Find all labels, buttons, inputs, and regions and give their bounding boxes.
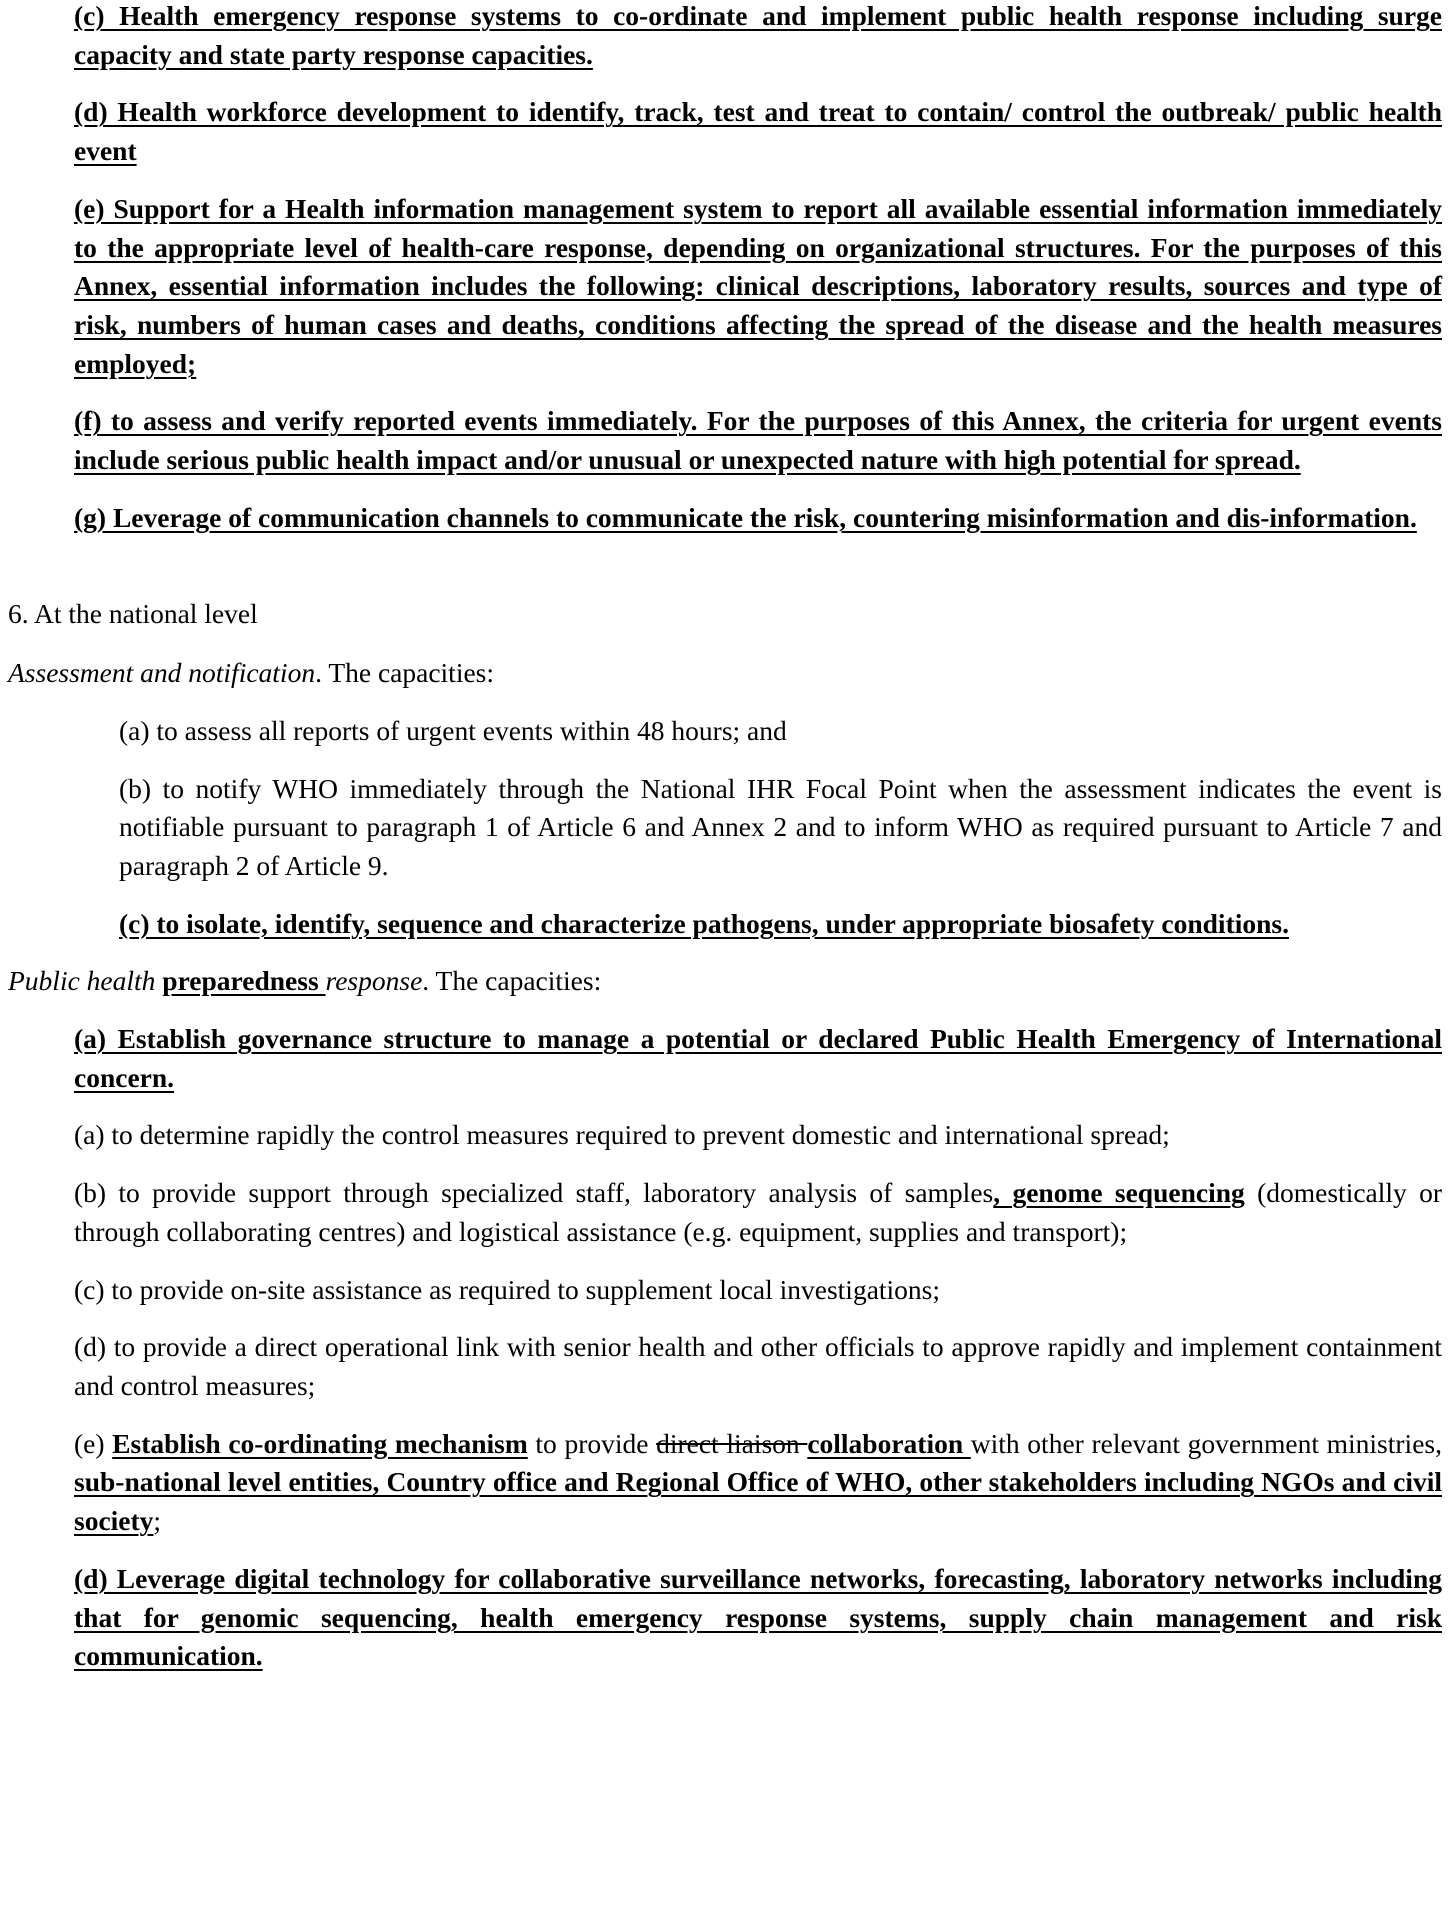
response-item-a-control-measures [0, 1116, 1442, 1155]
text: (e) [74, 1427, 113, 1459]
italic-text: response [325, 965, 423, 997]
response-item-e-coordinating [0, 1425, 1442, 1541]
italic-text: Assessment and notification [8, 657, 316, 689]
item-f-assess-verify [0, 402, 1442, 479]
response-item-b-support [0, 1174, 1442, 1251]
inserted-text: (a) Establish governance structure to manage a potential or declared Public Health Emergency of International concern. [74, 1023, 1442, 1093]
inserted-text: (c) to isolate, identify, sequence and characterize pathogens, under appropriate biosafety conditions. [119, 907, 1289, 939]
inserted-text: (f) to assess and verify reported events immediately. For the purposes of this Annex, the criteria for urgent events include serious public health impact and/or unusual or unexpected nature with high potential for spread. [74, 405, 1442, 476]
inserted-text: (e) Support for a Health information management system to report all available essential information immediately to the appropriate level of health-care response, depending on organizational structures. For the purposes of this Annex, essential information includes the following: clinical descriptions, laboratory results, sources and type of risk, numbers of human cases and deaths, conditions affecting the spread of the disease and the health measures employed; [74, 192, 1442, 379]
national-item-a-assess [0, 712, 1442, 751]
text: . The capacities: [422, 965, 602, 997]
national-item-c-pathogens [0, 905, 1442, 944]
inserted-text: Establish co-ordinating mechanism [112, 1427, 528, 1459]
deleted-text: direct liaison [656, 1427, 808, 1459]
text: (domestically or through collaborating centres) and logistical assistance (e.g. equipment, supplies and transport); [74, 1177, 1443, 1247]
text: . The capacities: [315, 657, 495, 689]
text: (c) to provide on-site assistance as required to supplement local investigations; [74, 1273, 941, 1305]
text: ; [153, 1505, 162, 1537]
text: (a) to assess all reports of urgent events within 48 hours; and [119, 714, 787, 746]
subheading-assessment-notification [0, 654, 1442, 693]
text: (d) to provide a direct operational link with senior health and other officials to approve rapidly and implement containment and control measures; [74, 1331, 1442, 1401]
section-heading-national-level [0, 595, 1442, 634]
national-item-b-notify [0, 770, 1442, 886]
inserted-text: (c) Health emergency response systems to co-ordinate and implement public health response including surge capacity and state party response capacities. [74, 0, 1442, 70]
response-item-a-governance [0, 1020, 1442, 1097]
inserted-text: (d) Leverage digital technology for collaborative surveillance networks, forecasting, laboratory networks including that for genomic sequencing, health emergency response systems, supply chain management and risk communication. [74, 1562, 1442, 1672]
response-item-d-digital-technology [0, 1560, 1442, 1676]
text: 6. At the national level [8, 598, 258, 630]
inserted-text: (d) Health workforce development to identify, track, test and treat to contain/ control the outbreak/ public health event [74, 96, 1442, 167]
item-c-health-emergency-response [0, 0, 1442, 74]
text: to provide [527, 1427, 657, 1459]
inserted-text: collaboration [807, 1427, 971, 1459]
item-g-communication [0, 499, 1442, 538]
text: (a) to determine rapidly the control measures required to prevent domestic and international spread; [74, 1119, 1170, 1151]
inserted-text: preparedness [162, 965, 326, 997]
text: (b) to notify WHO immediately through the National IHR Focal Point when the assessment indicates the event is notifiable pursuant to paragraph 1 of Article 6 and Annex 2 and to inform WHO as required pursuant to Article 7 and paragraph 2 of Article 9. [119, 772, 1442, 881]
response-item-c-onsite [0, 1271, 1442, 1310]
subheading-public-health-preparedness [0, 962, 1442, 1001]
text: (b) to provide support through specialized staff, laboratory analysis of samples [74, 1177, 994, 1209]
inserted-text: sub-national level entities, Country office and Regional Office of WHO, other stakeholders including NGOs and civil society [74, 1466, 1442, 1537]
inserted-text: , genome sequencing [993, 1177, 1245, 1209]
italic-text: Public health [8, 965, 163, 997]
text: with other relevant government ministries, [970, 1427, 1442, 1459]
inserted-text: (g) Leverage of communication channels to communicate the risk, countering misinformation and dis-information. [74, 501, 1417, 533]
item-e-health-information [0, 190, 1442, 384]
item-d-health-workforce [0, 93, 1442, 170]
response-item-d-operational-link [0, 1328, 1442, 1405]
